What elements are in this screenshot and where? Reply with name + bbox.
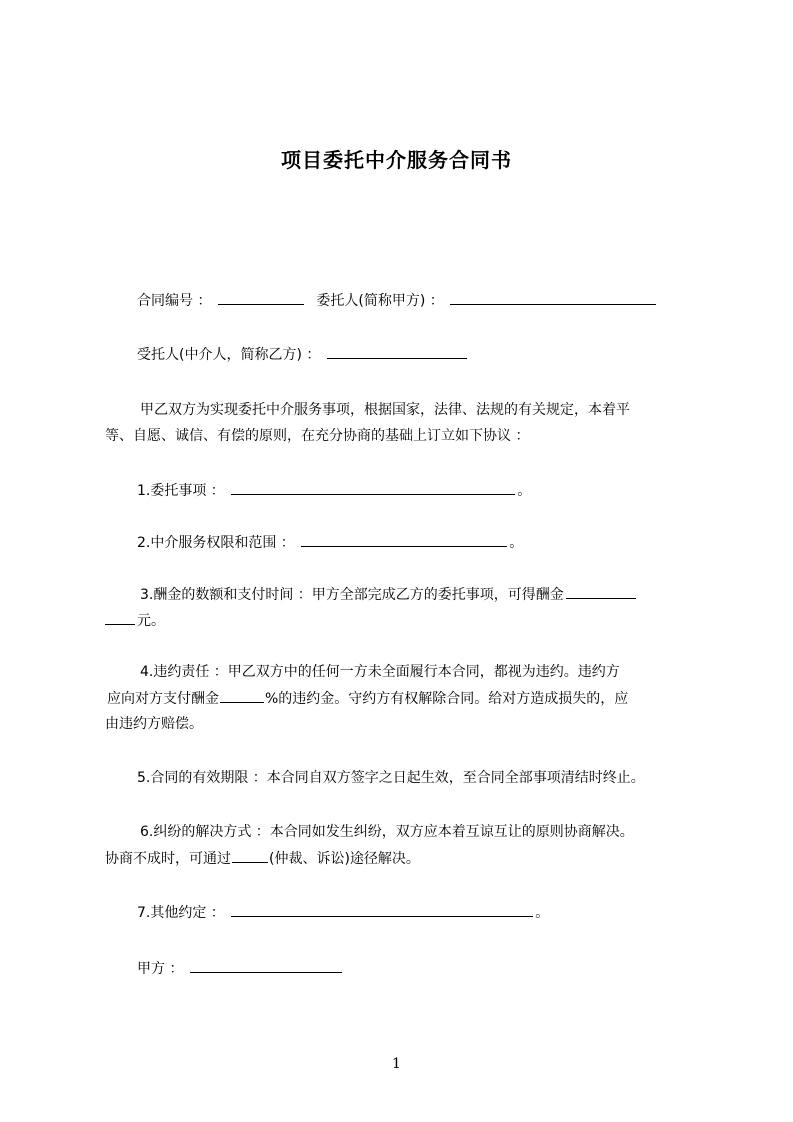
clause-6-line-1: 6.纠纷的解决方式 ：本合同如发生纠纷，双方应本着互谅互让的原则协商解决。 (140, 824, 634, 840)
clause-1-end: 。 (517, 483, 532, 499)
clause-4-line-3: 由违约方赔偿。 (105, 716, 203, 732)
clause-6-line-2 (105, 848, 420, 869)
clause-2 (137, 532, 523, 553)
party-a-blank (190, 958, 342, 973)
clause-1 (137, 480, 531, 501)
clause-7-end: 。 (535, 905, 550, 921)
clause-4-blank (220, 688, 264, 703)
clause-3-text: 3.酬金的数额和支付时间 ：甲方全部完成乙方的委托事项，可得酬金 (140, 587, 564, 603)
clause-2-label: 2.中介服务权限和范围 ： (137, 535, 295, 551)
clause-4-text-b: %的违约金。守约方有权解除合同。给对方造成损失的，应 (265, 691, 629, 707)
intro-line-1: 甲乙双方为实现委托中介服务事项，根据国家，法律、法规的有关规定，本着平 (140, 402, 630, 418)
clause-3-blank-a (566, 584, 636, 599)
agent-line (137, 344, 469, 365)
clause-6-blank (232, 848, 268, 863)
clause-4-line-2 (107, 688, 628, 709)
clause-6-text-b: (仲裁、诉讼)途径解决。 (269, 851, 420, 867)
page-number: 1 (392, 1056, 401, 1072)
clause-4-text-a: 应向对方支付酬金 (107, 691, 219, 707)
clause-4-line-1: 4.违约责任 ：甲乙双方中的任何一方未全面履行本合同，都视为违约。违约方 (140, 664, 620, 680)
document-title: 项目委托中介服务合同书 (281, 148, 512, 172)
principal-label: 委托人(简称甲方) ： (316, 293, 444, 309)
agent-label: 受托人(中介人，简称乙方) ： (137, 347, 321, 363)
intro-line-2: 等、自愿、诚信、有偿的原则，在充分协商的基础上订立如下协议 ： (105, 428, 530, 444)
clause-2-blank (301, 532, 507, 547)
clause-3-line-1 (140, 584, 638, 605)
clause-5: 5.合同的有效期限 ：本合同自双方签字之日起生效，至合同全部事项清结时终止。 (137, 770, 645, 786)
clause-3-blank-b (105, 610, 135, 625)
contract-no-label: 合同编号 ： (137, 293, 212, 309)
party-a-signature-line (137, 958, 344, 979)
clause-7-label: 7.其他约定 ： (137, 905, 225, 921)
agent-blank (327, 344, 467, 359)
principal-blank (450, 290, 656, 305)
contract-header-line (137, 290, 658, 311)
clause-1-label: 1.委托事项 ： (137, 483, 225, 499)
clause-1-blank (231, 480, 515, 495)
clause-6-text-a: 协商不成时，可通过 (105, 851, 231, 867)
party-a-label: 甲方 ： (137, 961, 184, 977)
clause-7 (137, 902, 549, 923)
clause-2-end: 。 (509, 535, 524, 551)
contract-no-blank (218, 290, 304, 305)
clause-7-blank (231, 902, 533, 917)
clause-3-line-2 (105, 610, 165, 631)
clause-3-end: 元。 (137, 613, 165, 629)
